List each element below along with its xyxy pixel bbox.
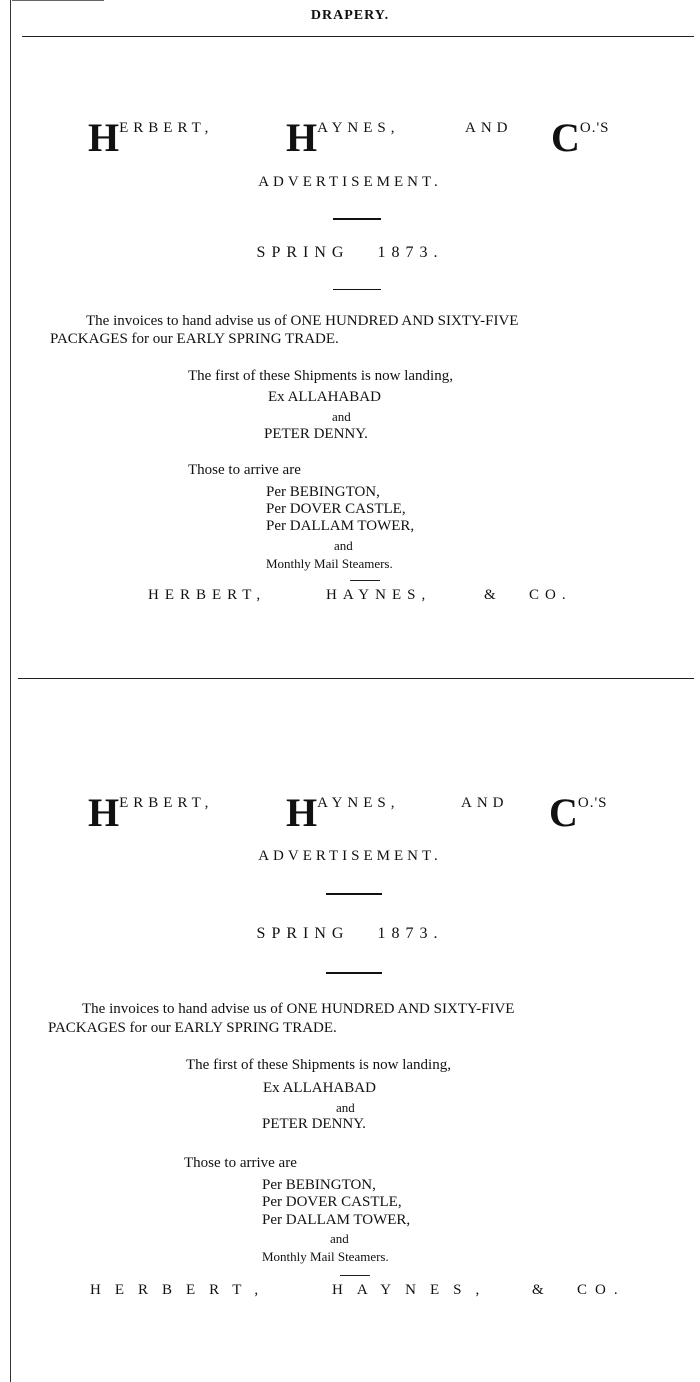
heading-word: AYNES,	[317, 120, 400, 136]
dash-rule	[326, 893, 382, 895]
small-rule	[350, 580, 380, 581]
and-word: and	[334, 538, 353, 553]
ad-heading	[0, 115, 700, 168]
season: SPRING	[256, 925, 350, 942]
heading-word: ERBERT,	[119, 795, 214, 811]
divider-rule	[18, 678, 694, 679]
heading-word: ERBERT,	[119, 120, 214, 136]
initial-c: C	[549, 790, 578, 835]
ship-name: Per DOVER CASTLE,	[266, 501, 406, 517]
first-shipments-line: The first of these Shipments is now landing,	[188, 368, 453, 384]
ad-heading	[0, 790, 700, 843]
ship-name: Per DALLAM TOWER,	[266, 518, 415, 534]
intro-line: PACKAGES for our EARLY SPRING TRADE.	[48, 1020, 337, 1036]
year: 1873.	[377, 925, 444, 942]
arrive-intro: Those to arrive are	[188, 462, 301, 478]
header-rule	[22, 36, 694, 37]
dash-rule	[326, 972, 382, 974]
initial-h: H	[286, 790, 318, 835]
ship-name: Per DALLAM TOWER,	[262, 1212, 411, 1228]
season: SPRING	[256, 244, 350, 261]
ad-subtitle: ADVERTISEMENT.	[258, 174, 442, 190]
heading-word: O.'S	[577, 795, 608, 811]
season-line	[0, 244, 700, 262]
ship-name: Per BEBINGTON,	[266, 484, 380, 500]
signature-amp: &	[484, 587, 502, 603]
and-word: and	[330, 1231, 349, 1246]
intro-line: PACKAGES for our EARLY SPRING TRADE.	[50, 331, 339, 347]
initial-c: C	[551, 115, 580, 160]
mail-steamers: Monthly Mail Steamers.	[262, 1249, 389, 1264]
initial-h: H	[88, 790, 120, 835]
signature-word: HERBERT,	[90, 1282, 273, 1298]
heading-word: AND	[461, 795, 509, 811]
ship-name: PETER DENNY.	[264, 426, 368, 442]
ship-name: PETER DENNY.	[262, 1116, 366, 1132]
ship-name: Per DOVER CASTLE,	[262, 1194, 402, 1210]
dash-rule	[333, 218, 381, 220]
initial-h: H	[88, 115, 120, 160]
section-title: DRAPERY.	[310, 8, 390, 23]
top-short-rule	[12, 0, 104, 1]
and-word: and	[336, 1100, 355, 1115]
ad-subtitle: ADVERTISEMENT.	[258, 848, 442, 864]
signature	[0, 1282, 700, 1302]
left-margin-rule	[10, 0, 11, 1382]
mail-steamers: Monthly Mail Steamers.	[266, 556, 393, 571]
and-word: and	[332, 409, 351, 424]
arrive-intro: Those to arrive are	[184, 1155, 297, 1171]
initial-h: H	[286, 115, 318, 160]
intro-line: The invoices to hand advise us of ONE HUNDRED AND SIXTY-FIVE	[82, 1001, 515, 1017]
ship-name: Per BEBINGTON,	[262, 1177, 376, 1193]
small-rule	[340, 1275, 370, 1276]
dash-rule	[333, 289, 381, 290]
ship-name: Ex ALLAHABAD	[268, 389, 381, 405]
intro-line: The invoices to hand advise us of ONE HUNDRED AND SIXTY-FIVE	[86, 313, 519, 329]
signature-amp: &	[532, 1282, 550, 1298]
heading-word: O.'S	[579, 120, 610, 136]
signature-word: HERBERT,	[148, 587, 267, 603]
season-line	[0, 925, 700, 943]
signature-word: CO.	[577, 1282, 626, 1298]
heading-word: AYNES,	[317, 795, 400, 811]
signature	[0, 587, 700, 607]
ship-name: Ex ALLAHABAD	[263, 1080, 376, 1096]
heading-word: AND	[465, 120, 513, 136]
first-shipments-line: The first of these Shipments is now landing,	[186, 1057, 451, 1073]
signature-word: HAYNES,	[326, 587, 432, 603]
year: 1873.	[377, 244, 444, 261]
signature-word: HAYNES,	[332, 1282, 494, 1298]
signature-word: CO.	[529, 587, 572, 603]
